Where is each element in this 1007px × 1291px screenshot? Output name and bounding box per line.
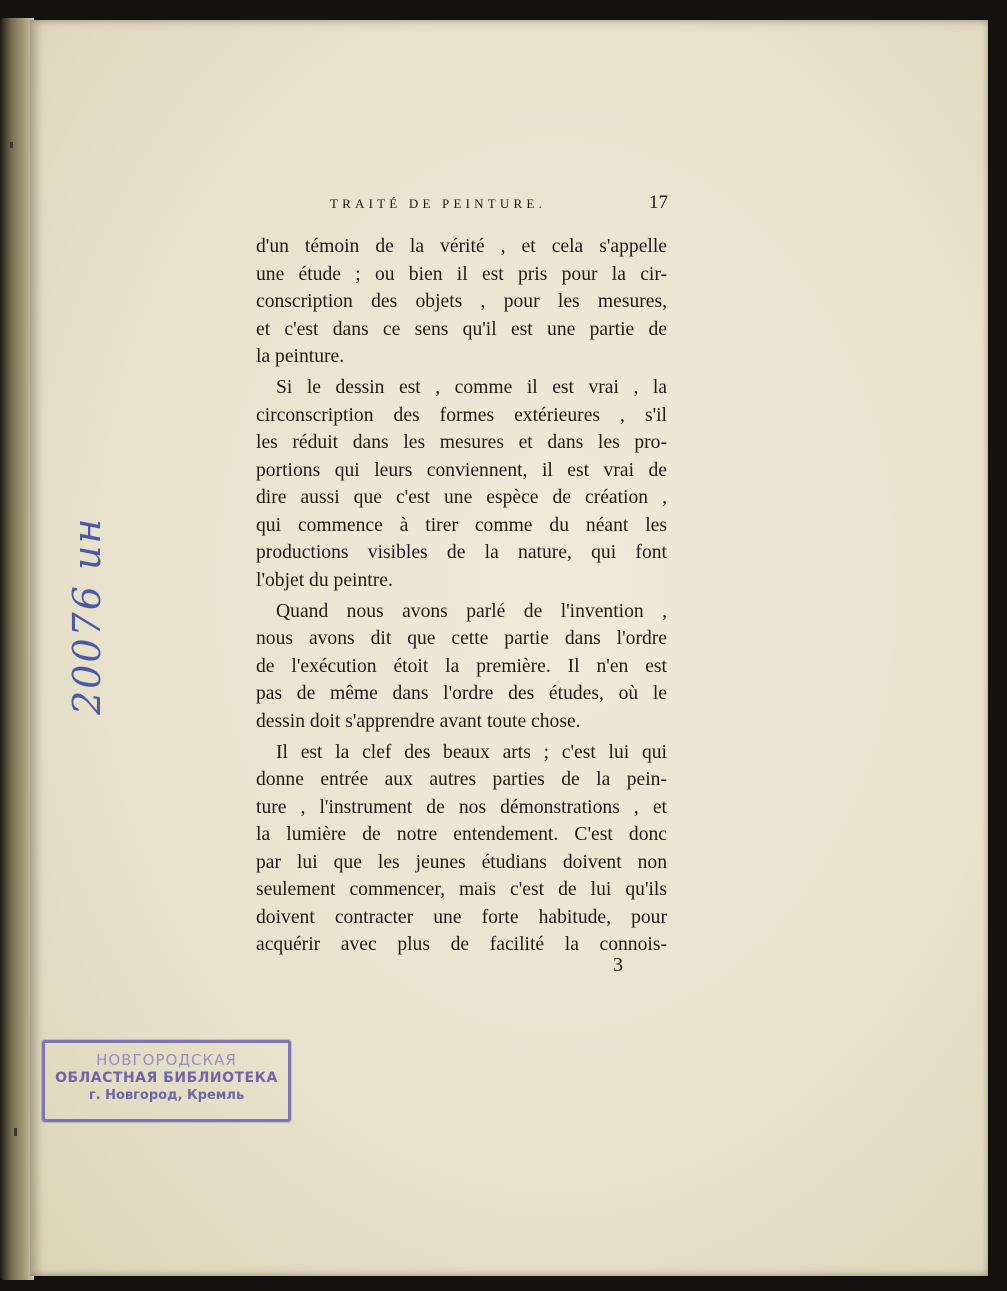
paragraph bbox=[256, 374, 667, 594]
text-line: portions qui leurs conviennent, il est vrai de bbox=[256, 459, 667, 481]
text-line: Il est la clef des beaux arts ; c'est lui qui bbox=[276, 741, 667, 763]
margin-mark bbox=[10, 142, 13, 148]
text-line: seulement commencer, mais c'est de lui qu'ils bbox=[256, 879, 667, 900]
text-line: doivent contracter une forte habitude, pour bbox=[256, 906, 667, 928]
text-line: acquérir avec plus de facilité la connois- bbox=[256, 934, 667, 955]
book-spine-edge bbox=[0, 18, 34, 1280]
text-line: les réduit dans les mesures et dans les pro- bbox=[256, 432, 667, 453]
text-line: et c'est dans ce sens qu'il est une partie de bbox=[256, 318, 667, 340]
text-line: de l'exécution étoit la première. Il n'en est bbox=[256, 655, 667, 677]
handwritten-inventory-number: 20076 ин bbox=[65, 516, 109, 715]
text-line: la lumière de notre entendement. C'est donc bbox=[256, 824, 667, 845]
page-number: 17 bbox=[649, 192, 668, 213]
paragraph bbox=[256, 739, 667, 959]
paragraph bbox=[256, 598, 667, 736]
text-line: une étude ; ou bien il est pris pour la cir- bbox=[256, 263, 667, 285]
margin-mark bbox=[14, 1128, 17, 1136]
text-line: productions visibles de la nature, qui font bbox=[256, 542, 667, 563]
running-head bbox=[330, 192, 668, 220]
text-line: la peinture. bbox=[256, 346, 345, 367]
body-text bbox=[256, 233, 667, 961]
text-line: nous avons dit que cette partie dans l'ordre bbox=[256, 628, 667, 649]
paragraph bbox=[256, 233, 667, 371]
running-head-title: TRAITÉ DE PEINTURE. bbox=[330, 196, 546, 211]
text-line: d'un témoin de la vérité , et cela s'appelle bbox=[256, 236, 667, 257]
text-line: par lui que les jeunes étudians doivent non bbox=[256, 851, 667, 873]
signature-mark: 3 bbox=[613, 954, 623, 976]
text-line: pas de même dans l'ordre des études, où le bbox=[256, 683, 667, 704]
library-stamp bbox=[42, 1040, 291, 1122]
text-line: donne entrée aux autres parties de la pein- bbox=[256, 769, 667, 790]
text-line: l'objet du peintre. bbox=[256, 569, 393, 591]
text-line: dessin doit s'apprendre avant toute chose. bbox=[256, 710, 581, 732]
text-line: conscription des objets , pour les mesures, bbox=[256, 291, 667, 312]
stamp-line: НОВГОРОДСКАЯ bbox=[96, 1051, 237, 1069]
text-line: qui commence à tirer comme du néant les bbox=[256, 514, 667, 536]
stamp-line: г. Новгород, Кремль bbox=[88, 1088, 245, 1103]
stamp-line: ОБЛАСТНАЯ БИБЛИОТЕКА bbox=[55, 1070, 278, 1086]
text-line: Quand nous avons parlé de l'invention , bbox=[276, 600, 667, 622]
text-line: dire aussi que c'est une espèce de création , bbox=[256, 487, 667, 508]
text-line: circonscription des formes extérieures , s'il bbox=[256, 404, 667, 426]
text-line: Si le dessin est , comme il est vrai , la bbox=[276, 377, 667, 398]
text-line: ture , l'instrument de nos démonstrations , et bbox=[256, 796, 667, 818]
